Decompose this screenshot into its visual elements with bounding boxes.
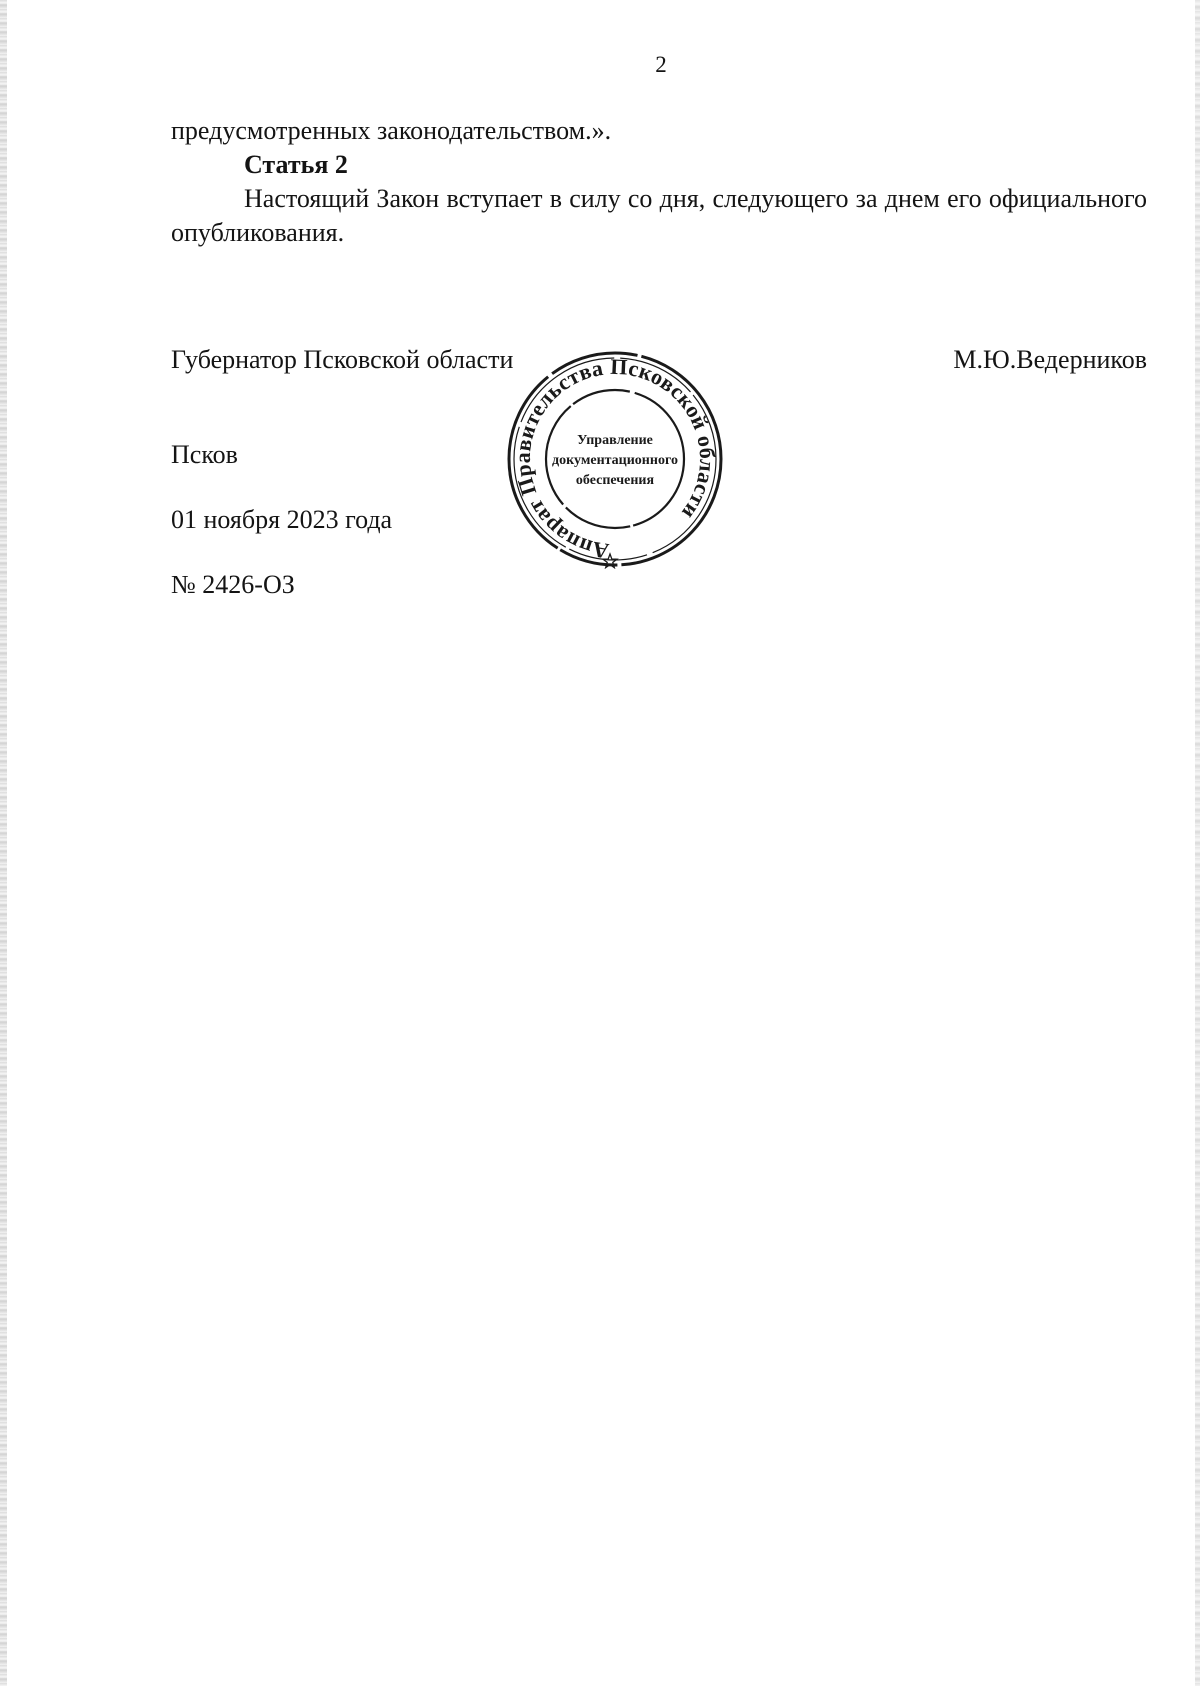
- scan-edge-left: [0, 0, 7, 1686]
- signing-city: Псков: [171, 440, 238, 469]
- stamp-center-line-3: обеспечения: [575, 473, 655, 488]
- scan-edge-right: [1195, 0, 1200, 1686]
- article-text: Настоящий Закон вступает в силу со дня, следующего за днем его официального опубликования.: [171, 184, 1147, 247]
- stamp-center-line-1: Управление: [577, 433, 653, 448]
- paragraph-continuation: предусмотренных законодательством.».: [171, 116, 612, 145]
- signing-date: 01 ноября 2023 года: [171, 505, 393, 534]
- signatory-title: Губернатор Псковской области: [171, 345, 514, 374]
- official-stamp: [505, 349, 725, 569]
- stamp-center-line-2: документационного: [552, 453, 678, 468]
- stamp-ring-text: Аппарат Правительства Псковской области: [509, 353, 721, 564]
- signatory-name: М.Ю.Ведерников: [953, 345, 1147, 374]
- law-number: № 2426-ОЗ: [171, 570, 295, 599]
- article-heading: Статья 2: [244, 150, 348, 179]
- page-number: 2: [655, 52, 667, 77]
